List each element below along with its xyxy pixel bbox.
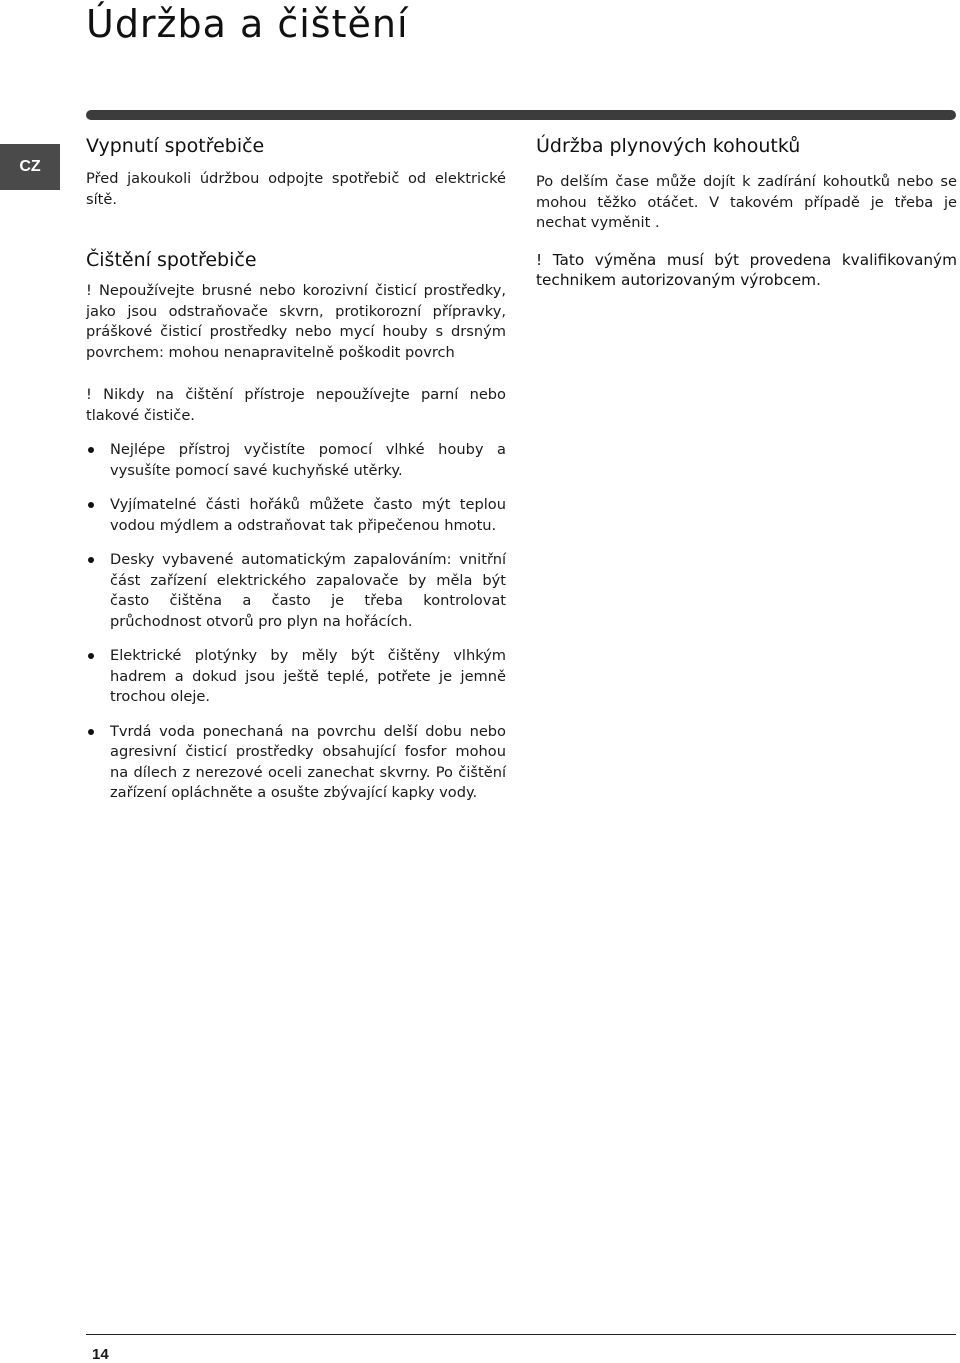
list-item: Desky vybavené automatickým zapalováním: vnitřní část zařízení elektrického zapalovače by měla být často čištěna a často je třeba kontrolovat průchodnost otvorů pro plyn na hořácích.: [86, 550, 506, 632]
section-heading-cleaning: Čištění spotřebiče: [86, 249, 257, 271]
list-item: Elektrické plotýnky by měly být čištěny vlhkým hadrem a dokud jsou ještě teplé, potřete je jemně trochou oleje.: [86, 646, 506, 708]
list-item: Vyjímatelné části hořáků můžete často mýt teplou vodou mýdlem a odstraňovat tak připečenou hmotu.: [86, 495, 506, 536]
bullet-icon: [88, 502, 94, 508]
page-title: Údržba a čištění: [86, 2, 409, 46]
language-tab: CZ: [0, 144, 60, 190]
bullet-icon: [88, 729, 94, 735]
left-column: [86, 130, 506, 818]
list-item: Nejlépe přístroj vyčistíte pomocí vlhké houby a vysušíte pomocí savé kuchyňské utěrky.: [86, 440, 506, 481]
section-heading-power-off: Vypnutí spotřebiče: [86, 135, 265, 157]
gas-taps-note: ! Tato výměna musí být provedena kvalifikovaným technikem autorizovaným výrobcem.: [536, 250, 957, 289]
page-number: 14: [92, 1346, 109, 1363]
cleaning-warning-abrasive: ! Nepoužívejte brusné nebo korozivní čisticí prostředky, jako jsou odstraňovače skvrn, protikorozní přípravky, práškové čisticí prostředky nebo mycí houby s drsným povrchem: mohou nenapravitelně poškodit povrch: [86, 282, 506, 361]
header-divider-bar: [86, 110, 956, 120]
bullet-icon: [88, 557, 94, 563]
cleaning-tips-list: [86, 440, 506, 804]
section-heading-gas-taps: Údržba plynových kohoutků: [536, 135, 801, 157]
list-item: Tvrdá voda ponechaná na povrchu delší dobu nebo agresivní čisticí prostředky obsahující fosfor mohou na dílech z nerezové oceli zanechat skvrny. Po čištění zařízení opláchněte a osušte zbývající kapky vody.: [86, 722, 506, 804]
bullet-icon: [88, 447, 94, 453]
cleaning-warning-steam: ! Nikdy na čištění přístroje nepoužívejte parní nebo tlakové čističe.: [86, 386, 506, 424]
gas-taps-text: Po delším čase může dojít k zadírání kohoutků nebo se mohou těžko otáčet. V takovém případě je třeba je nechat vyměnit .: [536, 173, 957, 231]
power-off-text: Před jakoukoli údržbou odpojte spotřebič od elektrické sítě.: [86, 170, 506, 208]
right-column: [536, 130, 957, 290]
bullet-icon: [88, 653, 94, 659]
footer-divider: [86, 1334, 956, 1335]
